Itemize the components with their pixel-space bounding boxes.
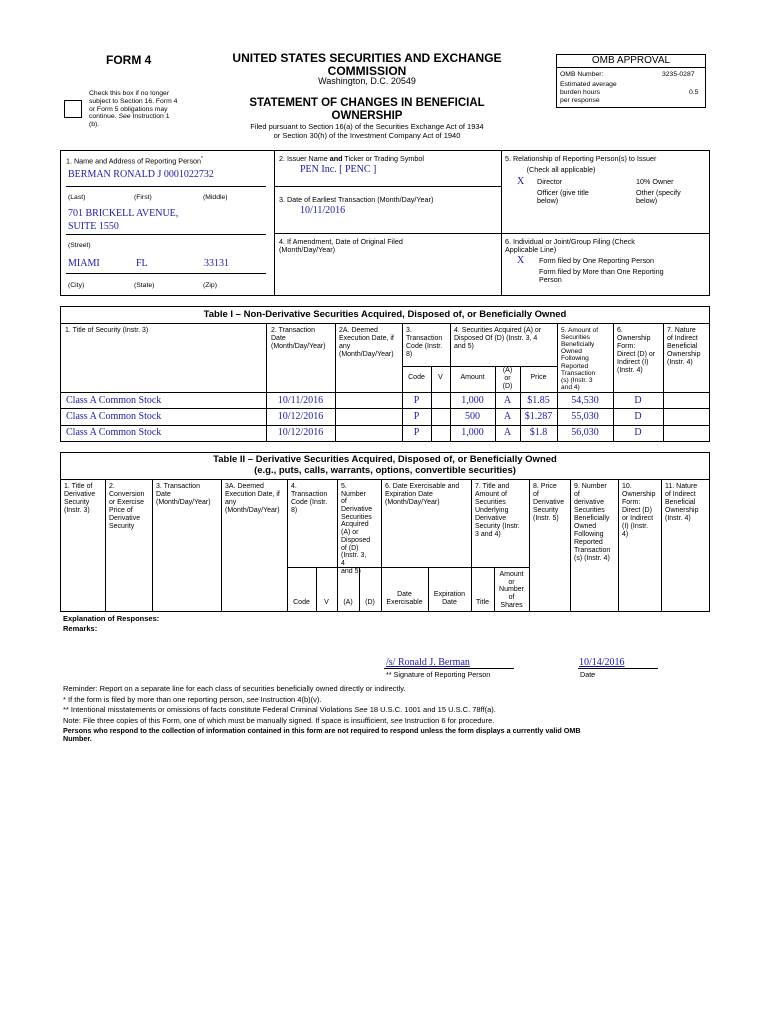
zip-label: (Zip) [203,282,217,289]
omb-burden-value: 0.5 [689,89,699,96]
footnotes: Reminder: Report on a separate line for each class of securities beneficially owned directly or indirectly. * If the form is filed by more than one reporting person, see Instruction 4(b)(v). ** Intentional misstatements or omissions of facts constitute Federal Criminal Violations See 18 U.S.C. 1001 and 15 U.S.C. 78ff(a). Note: File three copies of this Form, one of which must be manually signed. If space is insufficient, see Instruction 6 for procedure. Persons who respond to the collection of information contained in this form are not required to respond unless the form displays a currently valid OMB Number. [63,684,713,744]
omb-number-value: 3235-0287 [662,71,695,78]
t2-h-number: 5. Number of Derivative Securities Acquired (A) or Disposed of (D) (Instr. 3, 4 and 5) [341,483,373,575]
city-label: (City) [68,282,85,289]
t1-sub-v: V [438,374,443,381]
form-label: FORM 4 [106,53,152,67]
officer-label[interactable]: Officer (give title below) [537,188,589,206]
omb-burden-label: Estimated average burden hours per response [560,81,617,104]
middle-label: (Middle) [203,194,228,201]
director-mark: X [517,176,525,187]
earliest-date-value: 10/11/2016 [300,205,346,216]
section16-checkbox-label: Check this box if no longer subject to Section 16. Form 4 or Form 5 obligations may continue. See Instruction 1 (b). [89,90,178,129]
t2-h-form: 10. Ownership Form: Direct (D) or Indirect (I) (Instr. 4) [622,483,656,539]
t1-h-code: 3. Transaction Code (Instr. 8) [406,327,443,359]
t2-h-code: 4. Transaction Code (Instr. 8) [291,483,328,515]
agency-title: UNITED STATES SECURITIES AND EXCHANGE COMMISSION [232,51,502,79]
t2-sub-date-exercisable: Date Exercisable [386,591,423,607]
t1-h-form: 6. Ownership Form: Direct (D) or Indirect (I) (Instr. 4) [617,327,656,375]
amendment-label: 4. If Amendment, Date of Original Filed (Month/Day/Year) [279,237,403,255]
t2-h-owned: 9. Number of derivative Securities Beneficially Owned Following Reported Transaction (s) (Instr. 4) [574,483,611,563]
filed-pursuant: Filed pursuant to Section 16(a) of the Securities Exchange Act of 1934 or Section 30(h) of the Investment Company Act of 1940 [250,122,484,140]
filing-one-mark: X [517,255,525,266]
t2-h-deemed: 3A. Deemed Execution Date, if any (Month/Day/Year) [225,483,280,515]
t1-h-deemed: 2A. Deemed Execution Date, if any (Month/Day/Year) [339,327,394,359]
signature: /s/ Ronald J. Berman [386,657,470,668]
reporting-street: 701 BRICKELL AVENUE, SUITE 1550 [68,208,179,232]
explanation-section: Explanation of Responses: Remarks: [63,614,160,633]
t2-sub-a: (A) [343,599,353,606]
reporting-zip: 33131 [204,258,229,269]
other-label[interactable]: Other (specify below) [636,188,681,206]
reporting-person-label: 1. Name and Address of Reporting Person* [66,156,203,166]
t2-sub-code: Code [293,599,310,606]
ten-percent-owner-label[interactable]: 10% Owner [636,177,674,186]
t2-sub-v: V [324,599,329,606]
t2-sub-expiration: Expiration Date [433,591,466,607]
t2-h-conversion: 2. Conversion or Exercise Price of Derivative Security [109,483,145,531]
t2-h-underlying: 7. Title and Amount of Securities Underlying Derivative Security (Instr. 3 and 4) [475,483,520,539]
director-label[interactable]: Director [537,177,563,186]
t1-h-nature: 7. Nature of Indirect Beneficial Ownership (Instr. 4) [667,327,701,367]
filing-one-label[interactable]: Form filed by One Reporting Person [539,256,655,265]
signature-label: ** Signature of Reporting Person [386,670,491,679]
omb-title: OMB APPROVAL [591,55,671,66]
t2-sub-d: (D) [365,599,375,606]
last-label: (Last) [68,194,86,201]
t2-h-title: 1. Title of Derivative Security (Instr. 3) [64,483,96,515]
t1-sub-code: Code [408,374,425,381]
section16-checkbox[interactable] [64,100,82,118]
table1-title: Table I – Non-Derivative Securities Acquired, Disposed of, or Beneficially Owned [203,309,567,320]
issuer-label: 2. Issuer Name and Ticker or Trading Symbol [279,154,425,163]
reporting-person-name: BERMAN RONALD J 0001022732 [68,169,214,180]
t2-h-nature: 11. Nature of Indirect Beneficial Ownership (Instr. 4) [665,483,699,523]
t1-h-owned: 5. Amount of Securities Beneficially Owned Following Reported Transaction (s) (Instr. 3 and 4) [561,327,599,391]
filing-label: 6. Individual or Joint/Group Filing (Check Applicable Line) [505,237,635,255]
t2-h-exercisable: 6. Date Exercisable and Expiration Date (Month/Day/Year) [385,483,460,507]
reporting-city: MIAMI [68,258,100,269]
filing-more-label[interactable]: Form filed by More than One Reporting Person [539,267,664,285]
t1-sub-aord: (A) or (D) [502,367,513,391]
t1-h-date: 2. Transaction Date (Month/Day/Year) [271,327,326,351]
t1-sub-amount: Amount [460,374,485,381]
state-label: (State) [134,282,155,289]
reporting-state: FL [136,258,148,269]
earliest-date-label: 3. Date of Earliest Transaction (Month/Day/Year) [279,195,434,204]
statement-title: STATEMENT OF CHANGES IN BENEFICIAL OWNERSHIP [249,97,485,122]
t2-sub-amount: Amount or Number of Shares [499,571,524,609]
t1-sub-price: Price [530,374,547,381]
street-label: (Street) [68,242,91,249]
t2-h-price: 8. Price of Derivative Security (Instr. 5) [533,483,565,523]
agency-city: Washington, D.C. 20549 [318,76,416,86]
table2-title: Table II – Derivative Securities Acquired, Disposed of, or Beneficially Owned (e.g., puts, calls, warrants, options, convertible securities) [213,454,557,476]
check-all-label: (Check all applicable) [526,165,596,174]
t2-sub-title: Title [476,599,489,606]
t1-h-title: 1. Title of Security (Instr. 3) [65,327,149,334]
date-label: Date [580,670,596,679]
issuer-name-ticker: PEN Inc. [ PENC ] [300,164,377,175]
relationship-label: 5. Relationship of Reporting Person(s) to Issuer [505,154,657,163]
omb-number-label: OMB Number: [560,71,604,78]
first-label: (First) [134,194,152,201]
t2-h-date: 3. Transaction Date (Month/Day/Year) [156,483,211,507]
signature-date: 10/14/2016 [579,657,625,668]
t1-h-acquired: 4. Securities Acquired (A) or Disposed Of (D) (Instr. 3, 4 and 5) [454,327,542,351]
persons-notice: Persons who respond to the collection of information contained in this form are not required to respond unless the form displays a currently valid OMB Number. [63,725,581,744]
